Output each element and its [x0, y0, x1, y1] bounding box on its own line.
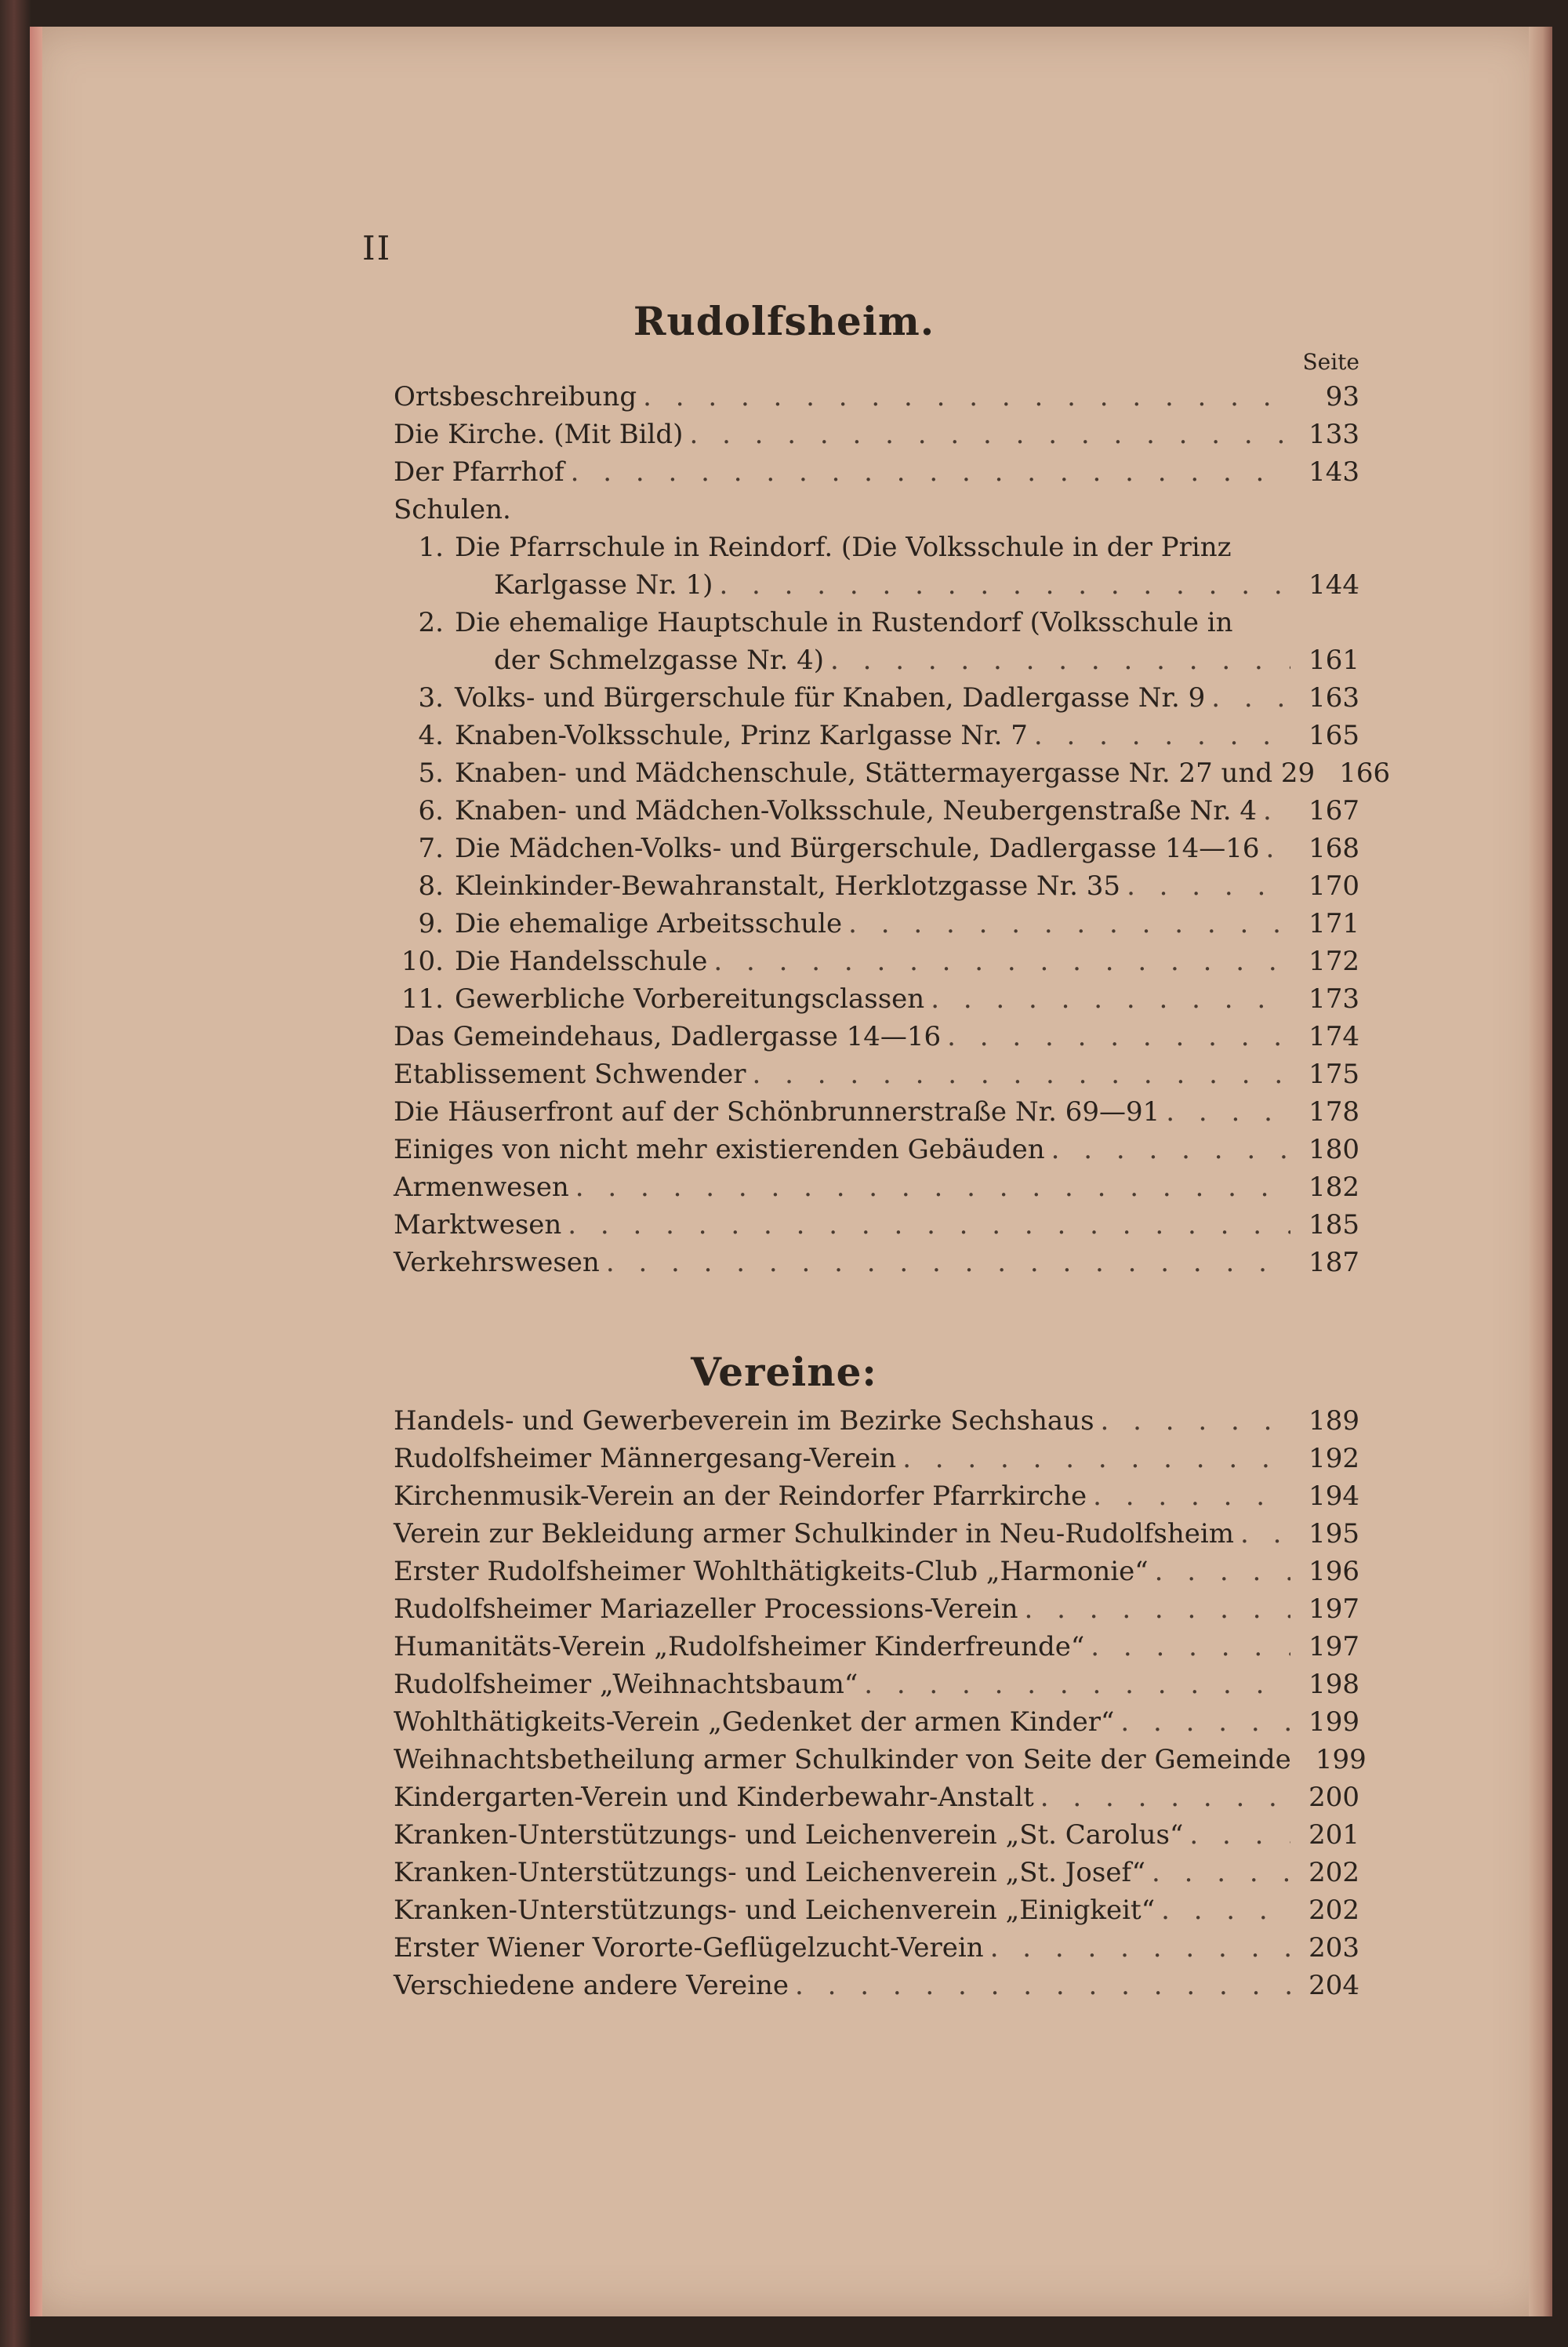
toc-entry: [394, 1967, 1359, 2004]
entry-number: 7.: [418, 833, 444, 864]
dot-leader: [1091, 1628, 1290, 1666]
entry-title: Kranken-Unterstützungs- und Leichenverein „Einigkeit“: [394, 1895, 1156, 1926]
entry-page: 200: [1308, 1782, 1359, 1813]
toc-entry: [394, 1440, 1359, 1477]
dot-leader: [990, 1929, 1290, 1967]
entry-title: Kindergarten-Verein und Kinderbewahr-Anstalt: [394, 1782, 1034, 1813]
entry-title: Die ehemalige Arbeitsschule: [455, 908, 843, 939]
entry-title: Die Pfarrschule in Reindorf. (Die Volksschule in der Prinz: [455, 532, 1232, 563]
entry-page: 198: [1308, 1669, 1359, 1700]
toc-entry: [494, 641, 1359, 679]
dot-leader: [1034, 717, 1290, 754]
page-number: II: [362, 229, 392, 267]
dot-leader: [795, 1967, 1290, 2004]
entry-title: Verschiedene andere Vereine: [394, 1970, 789, 2001]
toc-entry: [394, 830, 1359, 867]
entry-title: Humanitäts-Verein „Rudolfsheimer Kinderfreunde“: [394, 1631, 1085, 1662]
toc-entry: [394, 754, 1391, 792]
entry-title: Rudolfsheimer Mariazeller Processions-Verein: [394, 1593, 1018, 1625]
entry-title: Verein zur Bekleidung armer Schulkinder in Neu-Rudolfsheim: [394, 1518, 1234, 1550]
toc-entry: [394, 717, 1359, 754]
toc-entry: [394, 1854, 1359, 1891]
entry-page: 144: [1308, 569, 1359, 601]
entry-title: Die Häuserfront auf der Schönbrunnerstraße Nr. 69—91: [394, 1096, 1160, 1128]
entry-title: Rudolfsheimer „Weihnachtsbaum“: [394, 1669, 858, 1700]
toc-entry: [394, 378, 1359, 416]
toc-entry: [394, 604, 1359, 641]
dot-leader: [753, 1055, 1290, 1093]
entry-page: 194: [1308, 1480, 1359, 1512]
toc-entry: [394, 943, 1359, 980]
schools-heading: Schulen.: [394, 494, 511, 525]
dot-leader: [606, 1244, 1290, 1281]
section-title-vereine: Vereine:: [691, 1349, 877, 1395]
toc-entry: [394, 1477, 1359, 1515]
toc-entry: [394, 867, 1359, 905]
entry-page: 192: [1308, 1443, 1359, 1474]
entry-page: 133: [1308, 419, 1359, 450]
entry-title: Rudolfsheimer Männergesang-Verein: [394, 1443, 897, 1474]
entry-page: 165: [1308, 720, 1359, 751]
dot-leader: [1024, 1590, 1290, 1628]
toc-entry: [394, 1131, 1359, 1168]
entry-number: 10.: [401, 946, 444, 977]
entry-title: Verkehrswesen: [394, 1247, 600, 1278]
entry-page: 174: [1308, 1021, 1359, 1052]
entry-page: 204: [1308, 1970, 1359, 2001]
entry-page: 199: [1315, 1744, 1367, 1775]
dot-leader: [1051, 1131, 1290, 1168]
entry-title: Marktwesen: [394, 1209, 562, 1241]
entry-page: 171: [1308, 908, 1359, 939]
toc-entry: [394, 1055, 1359, 1093]
toc-entry: [394, 1244, 1359, 1281]
entry-page: 196: [1308, 1556, 1359, 1587]
entry-page: 189: [1308, 1405, 1359, 1437]
entry-title: Erster Rudolfsheimer Wohlthätigkeits-Club „Harmonie“: [394, 1556, 1149, 1587]
entry-title: Knaben- und Mädchen-Volksschule, Neubergenstraße Nr. 4: [455, 795, 1258, 827]
dot-leader: [713, 943, 1290, 980]
entry-title: Die Handelsschule: [455, 946, 708, 977]
dot-leader: [689, 416, 1290, 453]
entry-page: 173: [1308, 983, 1359, 1015]
entry-title: Die ehemalige Hauptschule in Rustendorf (Volksschule in: [455, 607, 1233, 638]
toc-entry: [394, 1590, 1359, 1628]
toc-entry: [394, 529, 1359, 566]
entry-title: Die Kirche. (Mit Bild): [394, 419, 684, 450]
dot-leader: [1161, 1891, 1290, 1929]
entry-title: Kirchenmusik-Verein an der Reindorfer Pfarrkirche: [394, 1480, 1087, 1512]
entry-page: 163: [1308, 682, 1359, 714]
entry-page: 161: [1308, 645, 1359, 676]
entry-page: 197: [1308, 1631, 1359, 1662]
toc-entry: [394, 416, 1359, 453]
entry-page: 199: [1308, 1706, 1359, 1738]
toc-entry: [394, 1553, 1359, 1590]
toc-entry: [394, 1402, 1359, 1440]
toc-entry: [394, 905, 1359, 943]
dot-leader: [848, 905, 1290, 943]
entry-number: 11.: [401, 983, 444, 1015]
entry-page: 175: [1308, 1059, 1359, 1090]
entry-title: Die Mädchen-Volks- und Bürgerschule, Dadlergasse 14—16: [455, 833, 1260, 864]
dot-leader: [1265, 830, 1290, 867]
entry-title: Einiges von nicht mehr existierenden Gebäuden: [394, 1134, 1045, 1165]
entry-number: 3.: [418, 682, 444, 714]
toc-entry: [394, 1093, 1359, 1131]
entry-title: Kleinkinder-Bewahranstalt, Herklotzgasse Nr. 35: [455, 870, 1121, 902]
entry-number: 4.: [418, 720, 444, 751]
entry-page: 197: [1308, 1593, 1359, 1625]
entry-page: 178: [1308, 1096, 1359, 1128]
entry-title: Handels- und Gewerbeverein im Bezirke Sechshaus: [394, 1405, 1094, 1437]
toc-entry: [394, 1515, 1359, 1553]
dot-leader: [947, 1018, 1290, 1055]
page-column-label: Seite: [1302, 349, 1359, 375]
entry-title: Kranken-Unterstützungs- und Leichenverein „St. Carolus“: [394, 1819, 1184, 1851]
toc-entry: [394, 1666, 1359, 1703]
toc-entry: [394, 1816, 1359, 1854]
dot-leader: [1120, 1703, 1290, 1741]
entry-number: 8.: [418, 870, 444, 902]
entry-title: Gewerbliche Vorbereitungsclassen: [455, 983, 925, 1015]
entry-page: 203: [1308, 1932, 1359, 1964]
toc-entry: [394, 1206, 1359, 1244]
entry-page: 172: [1308, 946, 1359, 977]
dot-leader: [1101, 1402, 1290, 1440]
entry-number: 1.: [418, 532, 444, 563]
entry-page: 195: [1308, 1518, 1359, 1550]
dot-leader: [1155, 1553, 1290, 1590]
entry-title: Knaben-Volksschule, Prinz Karlgasse Nr. 7: [455, 720, 1028, 751]
dot-leader: [830, 641, 1290, 679]
toc-entry: [394, 1703, 1359, 1741]
entry-title: Volks- und Bürgerschule für Knaben, Dadlergasse Nr. 9: [455, 682, 1206, 714]
toc-entry: [394, 1778, 1359, 1816]
entry-page: 167: [1308, 795, 1359, 827]
dot-leader: [902, 1440, 1290, 1477]
dot-leader: [1166, 1093, 1290, 1131]
entry-title: Karlgasse Nr. 1): [494, 569, 713, 601]
entry-page: 202: [1308, 1895, 1359, 1926]
entry-title: Weihnachtsbetheilung armer Schulkinder von Seite der Gemeinde: [394, 1744, 1291, 1775]
dot-leader: [1152, 1854, 1290, 1891]
toc-entry: [394, 1628, 1359, 1666]
entry-page: 180: [1308, 1134, 1359, 1165]
dot-leader: [931, 980, 1290, 1018]
dot-leader: [1240, 1515, 1290, 1553]
entry-number: 2.: [418, 607, 444, 638]
dot-leader: [643, 378, 1290, 416]
entry-page: 93: [1325, 381, 1359, 412]
entry-number: 5.: [418, 758, 444, 789]
entry-title: Der Pfarrhof: [394, 456, 564, 488]
entry-page: 201: [1308, 1819, 1359, 1851]
dot-leader: [575, 1168, 1290, 1206]
entry-title: der Schmelzgasse Nr. 4): [494, 645, 824, 676]
entry-title: Kranken-Unterstützungs- und Leichenverein „St. Josef“: [394, 1857, 1146, 1888]
toc-entry: [394, 1929, 1359, 1967]
toc-entry: [394, 1018, 1359, 1055]
entry-page: 166: [1339, 758, 1391, 789]
page-edge-right: [1529, 27, 1552, 2316]
dot-leader: [1189, 1816, 1290, 1854]
dot-leader: [864, 1666, 1290, 1703]
dot-leader: [1127, 867, 1290, 905]
dot-leader: [1211, 679, 1290, 717]
entry-title: Knaben- und Mädchenschule, Stättermayergasse Nr. 27 und 29: [455, 758, 1316, 789]
toc-entry: [394, 1168, 1359, 1206]
section-title-rudolfsheim: Rudolfsheim.: [633, 298, 935, 344]
entry-page: 168: [1308, 833, 1359, 864]
dot-leader: [571, 453, 1290, 491]
entry-title: Ortsbeschreibung: [394, 381, 637, 412]
entry-title: Etablissement Schwender: [394, 1059, 746, 1090]
entry-page: 185: [1308, 1209, 1359, 1241]
dot-leader: [1040, 1778, 1290, 1816]
dot-leader: [1093, 1477, 1290, 1515]
toc-entry: [494, 566, 1359, 604]
page-edge-left: [30, 27, 42, 2316]
dot-leader: [719, 566, 1290, 604]
entry-title: Wohlthätigkeits-Verein „Gedenket der armen Kinder“: [394, 1706, 1115, 1738]
entry-page: 202: [1308, 1857, 1359, 1888]
entry-title: Das Gemeindehaus, Dadlergasse 14—16: [394, 1021, 942, 1052]
dot-leader: [1263, 792, 1290, 830]
entry-number: 9.: [418, 908, 444, 939]
entry-page: 187: [1308, 1247, 1359, 1278]
dot-leader: [568, 1206, 1290, 1244]
entry-title: Erster Wiener Vororte-Geflügelzucht-Verein: [394, 1932, 984, 1964]
toc-entry: [394, 980, 1359, 1018]
entry-page: 143: [1308, 456, 1359, 488]
toc-entry: [394, 1741, 1367, 1778]
entry-page: 182: [1308, 1172, 1359, 1203]
toc-entry: [394, 679, 1359, 717]
entry-number: 6.: [418, 795, 444, 827]
toc-entry: [394, 1891, 1359, 1929]
toc-entry: [394, 792, 1359, 830]
toc-entry: [394, 453, 1359, 491]
entry-title: Armenwesen: [394, 1172, 569, 1203]
entry-page: 170: [1308, 870, 1359, 902]
